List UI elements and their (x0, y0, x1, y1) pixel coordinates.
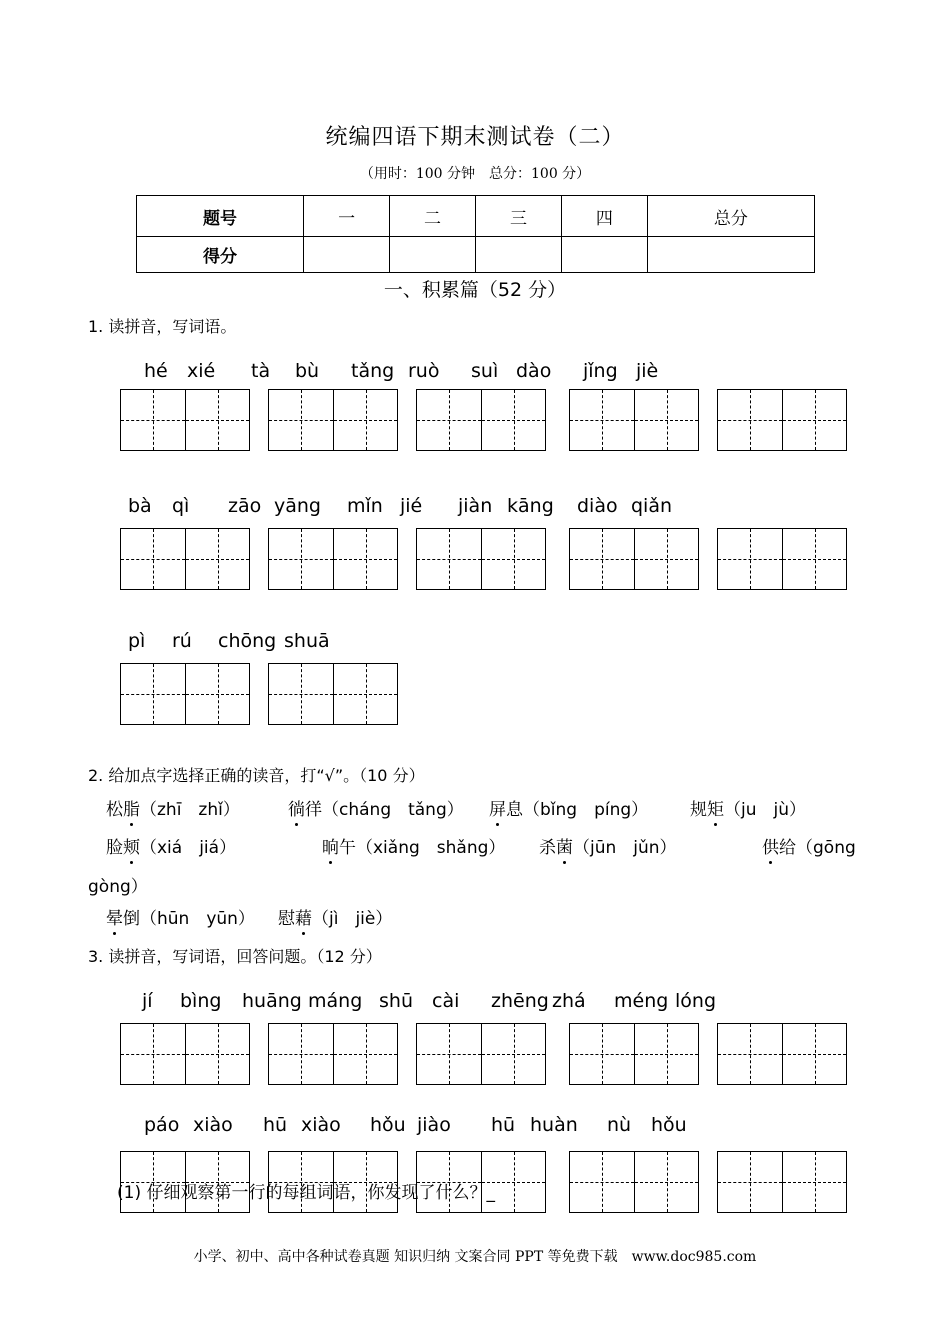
reading-item: 晌午（xiǎng shǎng） (322, 838, 506, 858)
writing-grid[interactable] (569, 1151, 699, 1213)
pinyin-label: tà (251, 360, 271, 382)
table-cell: 得分 (137, 237, 304, 273)
score-entry-cell[interactable] (561, 237, 647, 273)
reading-item: 脸颊（xiá jiá） (106, 838, 237, 858)
pinyin-label: tǎng (351, 360, 395, 382)
pinyin-label: xiào (301, 1114, 341, 1136)
writing-grid[interactable] (569, 389, 699, 451)
writing-grid[interactable] (416, 528, 546, 590)
pinyin-label: rú (172, 630, 192, 652)
writing-grid[interactable] (268, 389, 398, 451)
score-entry-cell[interactable] (390, 237, 476, 273)
pinyin-label: dào (516, 360, 552, 382)
table-cell: 四 (561, 196, 647, 237)
writing-grid[interactable] (120, 389, 250, 451)
pinyin-label: hé (144, 360, 168, 382)
section-heading: 一、积累篇（52 分） (383, 279, 567, 301)
pinyin-label: shū (379, 990, 413, 1012)
pinyin-label: zāo (228, 495, 262, 517)
pinyin-label: xiào (193, 1114, 233, 1136)
table-cell: 题号 (137, 196, 304, 237)
pinyin-label: hū (263, 1114, 288, 1136)
writing-grid[interactable] (120, 663, 250, 725)
table-cell: 一 (304, 196, 390, 237)
writing-grid[interactable] (569, 528, 699, 590)
reading-item: 松脂（zhī zhǐ） (106, 800, 240, 820)
pinyin-label: zhá (552, 990, 586, 1012)
pinyin-label: huāng (242, 990, 302, 1012)
pinyin-label: qiǎn (631, 495, 673, 517)
pinyin-label: hū (491, 1114, 516, 1136)
writing-grid[interactable] (120, 1023, 250, 1085)
reading-item-continued: gòng） (88, 877, 148, 897)
question-2-prompt: 2. 给加点字选择正确的读音，打“√”。（10 分） (88, 766, 425, 785)
pinyin-label: bà (128, 495, 152, 517)
reading-item: 杀菌（jūn jǔn） (539, 838, 677, 858)
score-entry-cell[interactable] (647, 237, 814, 273)
pinyin-label: cài (432, 990, 460, 1012)
reading-item: 供给（gōng (762, 838, 856, 858)
pinyin-label: jié (400, 495, 423, 517)
question-3-subquestion-1: (1) 仔细观察第一行的每组词语，你发现了什么？_ (117, 1183, 495, 1203)
writing-grid[interactable] (717, 389, 847, 451)
pinyin-label: jiè (636, 360, 659, 382)
pinyin-label: suì (471, 360, 499, 382)
reading-item: 规矩（ju jù） (690, 800, 806, 820)
writing-grid[interactable] (569, 1023, 699, 1085)
pinyin-label: méng (614, 990, 669, 1012)
pinyin-label: nù (607, 1114, 632, 1136)
reading-item: 徜徉（cháng tǎng） (288, 800, 464, 820)
writing-grid[interactable] (268, 1023, 398, 1085)
score-entry-cell[interactable] (475, 237, 561, 273)
pinyin-label: bù (295, 360, 320, 382)
pinyin-label: zhēng (491, 990, 549, 1012)
reading-item: 屏息（bǐng píng） (489, 800, 649, 820)
pinyin-label: qì (172, 495, 190, 517)
pinyin-label: jiào (417, 1114, 451, 1136)
pinyin-label: lóng (675, 990, 717, 1012)
writing-grid[interactable] (416, 1023, 546, 1085)
pinyin-label: huàn (530, 1114, 578, 1136)
writing-grid[interactable] (120, 528, 250, 590)
pinyin-label: pì (128, 630, 146, 652)
pinyin-label: páo (144, 1114, 180, 1136)
pinyin-label: bìng (180, 990, 222, 1012)
page-subtitle: （用时：100 分钟 总分：100 分） (359, 166, 591, 182)
pinyin-label: jí (142, 990, 153, 1012)
pinyin-label: máng (308, 990, 363, 1012)
question-3-prompt: 3. 读拼音，写词语，回答问题。（12 分） (88, 947, 382, 966)
writing-grid[interactable] (717, 1151, 847, 1213)
pinyin-label: hǒu (651, 1114, 687, 1136)
pinyin-label: jǐng (583, 360, 618, 382)
reading-item: 慰藉（jì jiè） (278, 909, 393, 929)
page-title: 统编四语下期末测试卷（二） (325, 125, 625, 150)
reading-item: 晕倒（hūn yūn） (106, 909, 255, 929)
pinyin-label: shuā (284, 630, 330, 652)
pinyin-label: kāng (507, 495, 554, 517)
writing-grid[interactable] (268, 663, 398, 725)
score-table (136, 195, 815, 273)
writing-grid[interactable] (416, 389, 546, 451)
pinyin-label: hǒu (370, 1114, 406, 1136)
writing-grid[interactable] (717, 528, 847, 590)
score-table-header-row (137, 196, 815, 237)
writing-grid[interactable] (717, 1023, 847, 1085)
question-1-prompt: 1. 读拼音，写词语。 (88, 317, 237, 336)
score-entry-cell[interactable] (304, 237, 390, 273)
pinyin-label: chōng (218, 630, 277, 652)
score-table-score-row (137, 237, 815, 273)
table-cell: 二 (390, 196, 476, 237)
pinyin-label: ruò (408, 360, 440, 382)
writing-grid[interactable] (268, 528, 398, 590)
table-cell: 三 (475, 196, 561, 237)
pinyin-label: diào (577, 495, 618, 517)
table-cell: 总分 (647, 196, 814, 237)
pinyin-label: xié (187, 360, 216, 382)
pinyin-label: yāng (274, 495, 321, 517)
page-footer: 小学、初中、高中各种试卷真题 知识归纳 文案合同 PPT 等免费下载 www.doc985.com (193, 1249, 757, 1265)
pinyin-label: mǐn (347, 495, 383, 517)
pinyin-label: jiàn (458, 495, 493, 517)
